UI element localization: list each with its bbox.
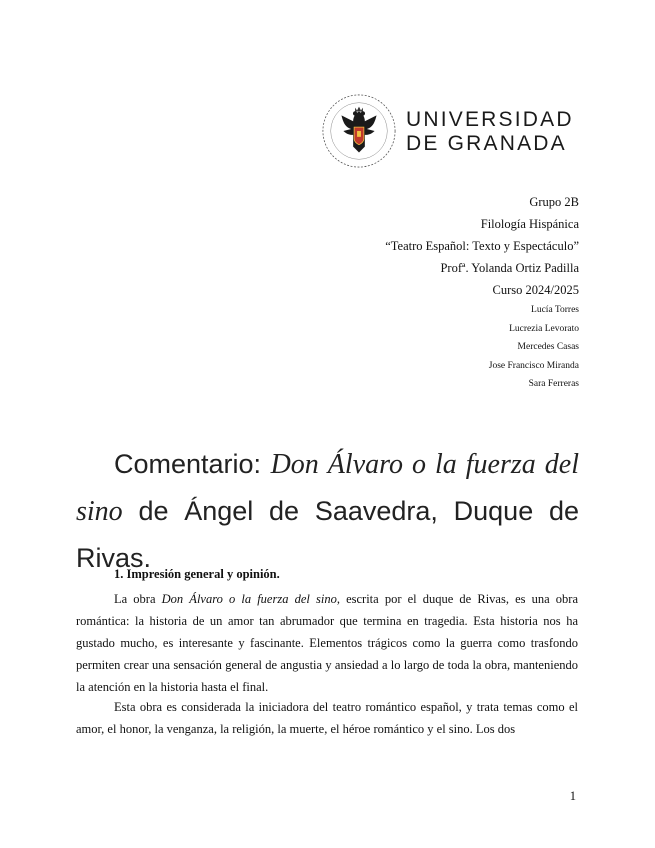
- p1-rest: , escrita por el duque de Rivas, es una obra romántica: la historia de un amor tan abrumador que termina en tragedia. Esta historia nos ha gustado mucho, es interesante y fascinante. Elementos trágicos como la guerra como trasfondo permiten crear una sensación general de angustia y ansiedad a lo largo de toda la obra, manteniendo la atención en la historia hasta el final.: [76, 592, 578, 694]
- university-seal-icon: [320, 92, 398, 170]
- section-heading: 1. Impresión general y opinión.: [114, 567, 280, 581]
- title-prefix: Comentario:: [114, 449, 271, 479]
- author-name: Lucía Torres: [531, 305, 579, 315]
- author-name: Lucrezia Levorato: [509, 323, 579, 334]
- logo-text-line1: UNIVERSIDAD: [406, 107, 574, 131]
- document-title: [76, 441, 579, 582]
- professor-name: Profª. Yolanda Ortiz Padilla: [440, 261, 579, 275]
- cover-info-block: [385, 191, 579, 394]
- course-title: “Teatro Español: Texto y Espectáculo”: [385, 239, 579, 253]
- paragraph-1: [76, 588, 578, 698]
- title-work-part1: Don Álvaro o la fuerza del: [270, 449, 579, 480]
- page-number: 1: [569, 789, 576, 803]
- degree-label: Filología Hispánica: [480, 217, 579, 231]
- paragraph-2: Esta obra es considerada la iniciadora del teatro romántico español, y trata temas como el amor, el honor, la venganza, la religión, la muerte, el héroe romántico y el sino. Los dos: [76, 700, 578, 736]
- academic-year: Curso 2024/2025: [492, 283, 579, 297]
- author-name: Mercedes Casas: [517, 342, 579, 352]
- p1-work-title: Don Álvaro o la fuerza del sino: [161, 592, 337, 606]
- logo-text-line2: DE GRANADA: [406, 131, 567, 155]
- author-name: Sara Ferreras: [528, 379, 579, 389]
- group-label: Grupo 2B: [529, 195, 579, 209]
- university-logo: [320, 92, 574, 170]
- p1-start: La obra: [114, 592, 162, 606]
- author-name: Jose Francisco Miranda: [488, 360, 579, 371]
- title-suffix: de Ángel de Saavedra, Duque de Rivas.: [76, 496, 579, 573]
- title-work-part2: sino: [76, 496, 123, 527]
